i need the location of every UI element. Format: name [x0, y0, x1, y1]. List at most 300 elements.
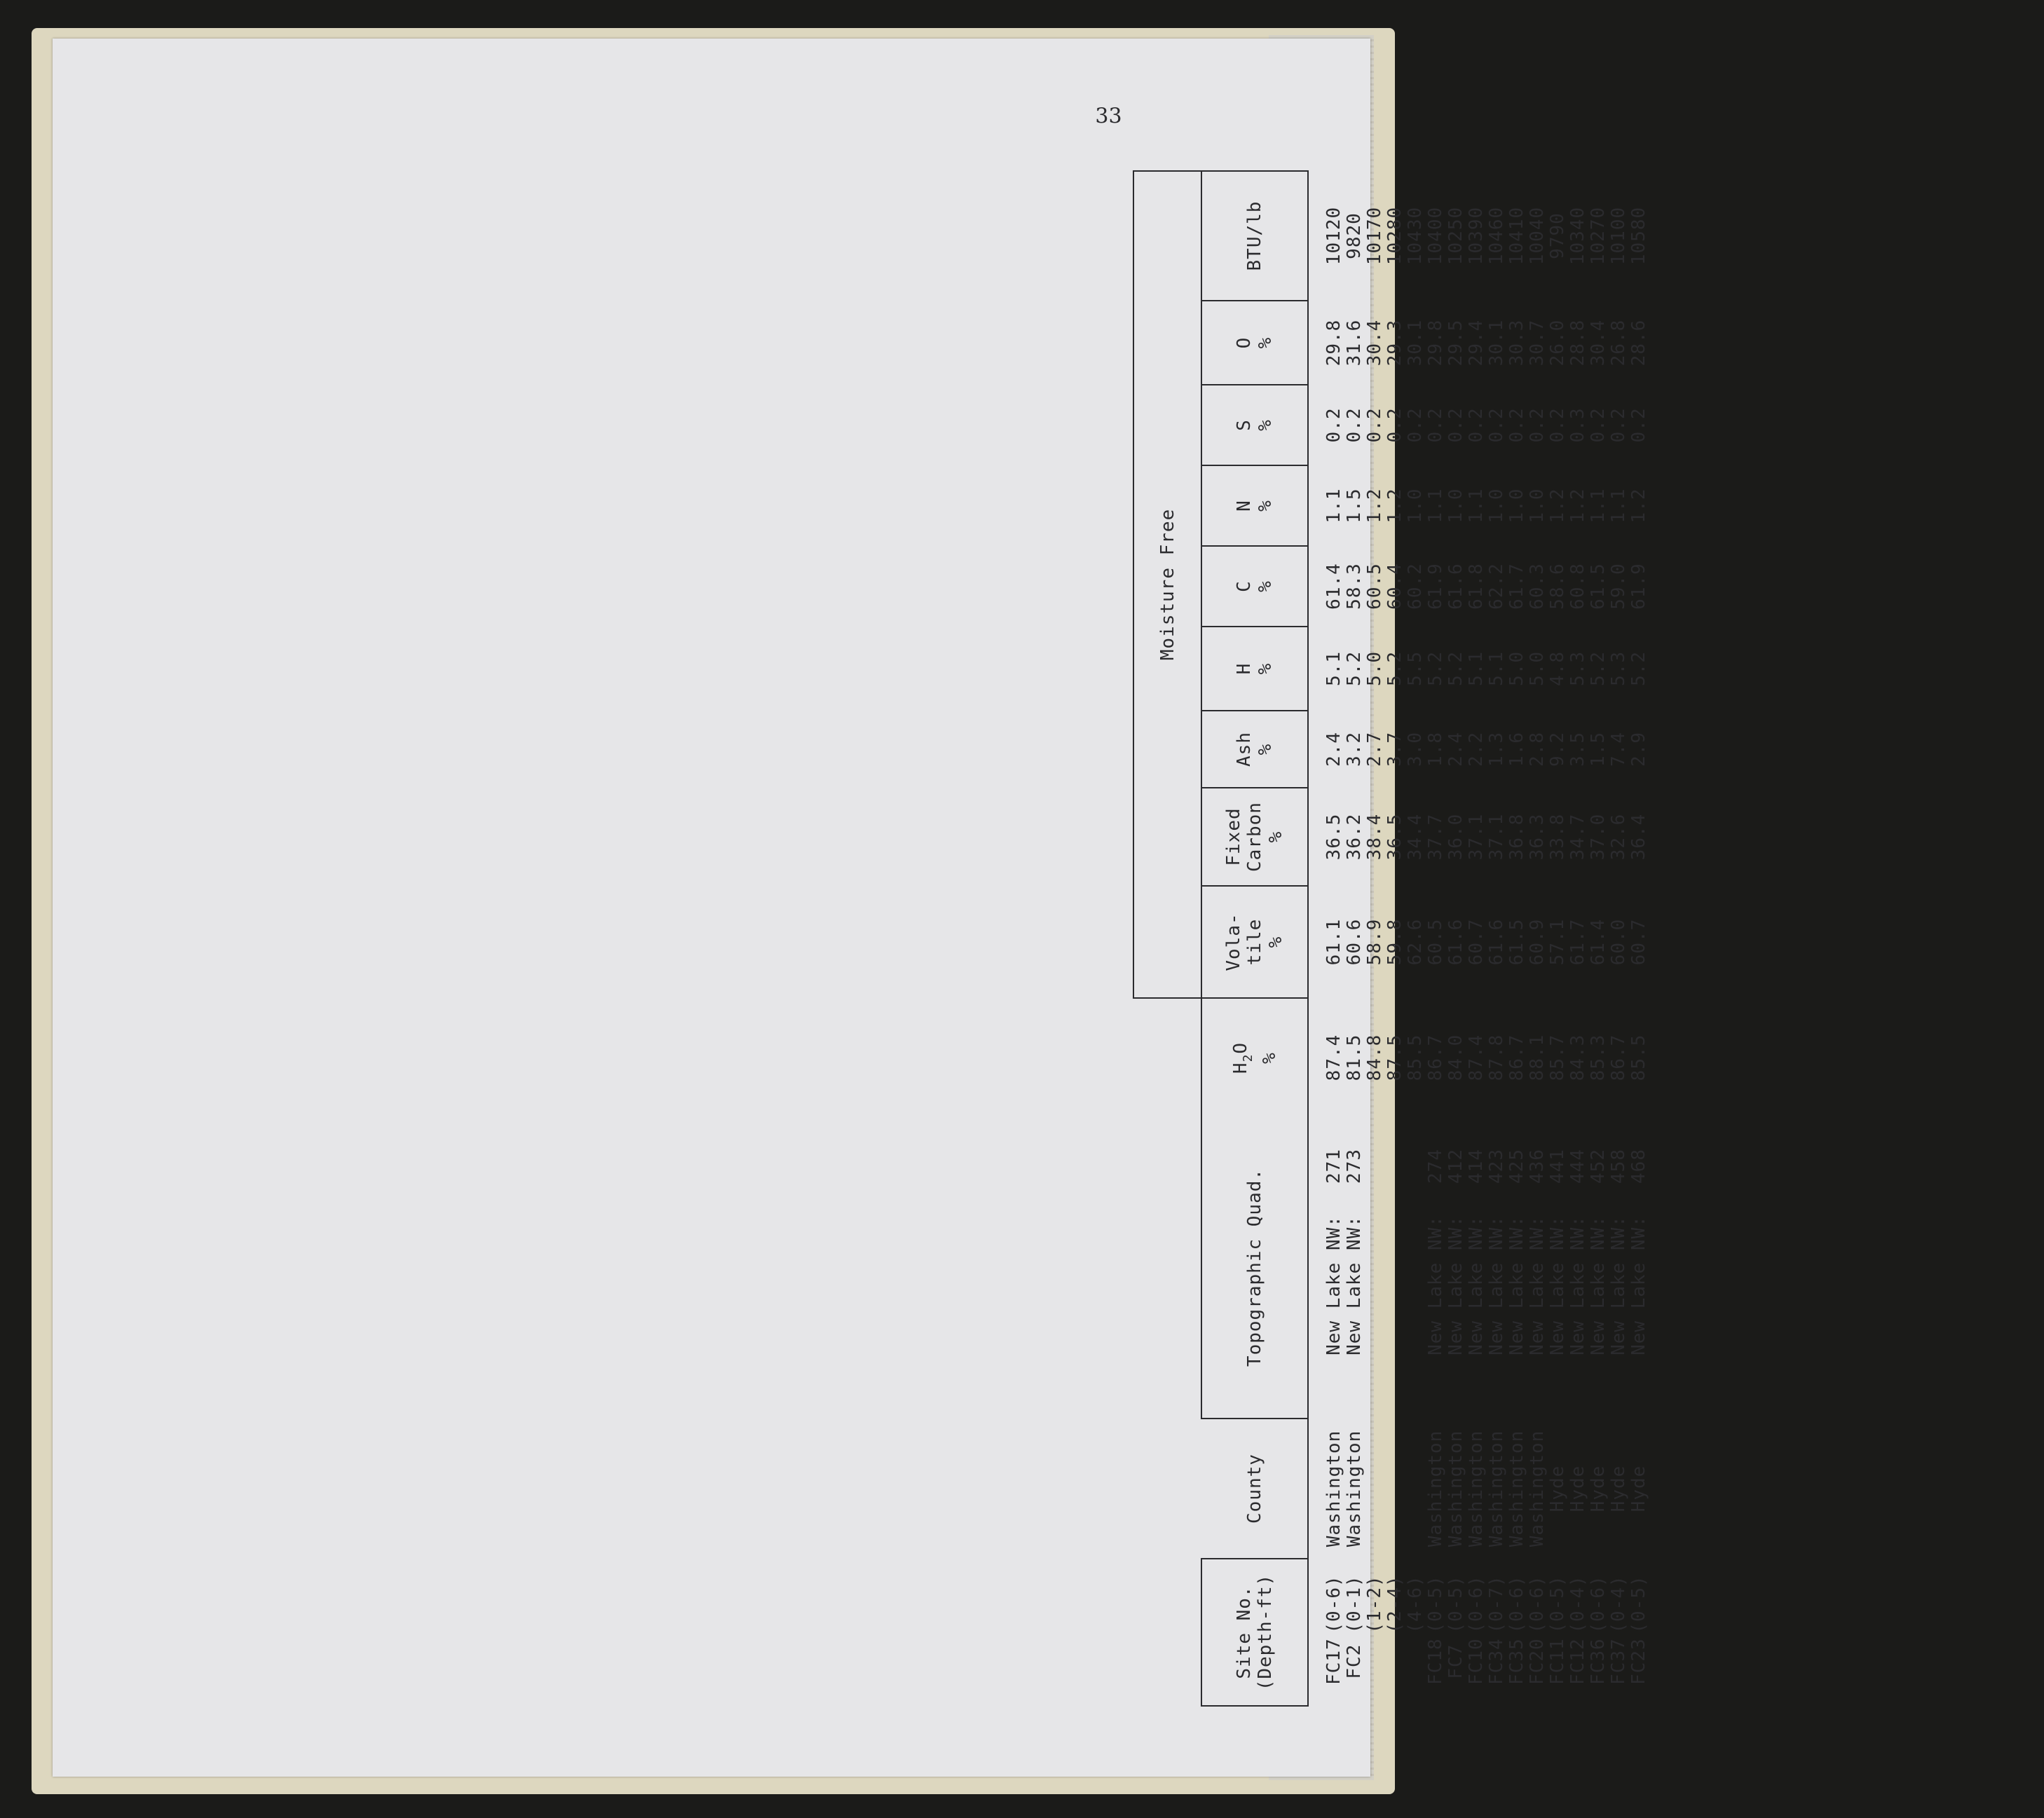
quad-name: New Lake NW: — [1608, 1215, 1629, 1355]
h2o-cell — [1548, 998, 1568, 1117]
ash-value: 2.9 — [1628, 732, 1649, 767]
h2o-value: 87.4 — [1466, 1034, 1487, 1081]
volatile-value: 61.1 — [1323, 918, 1344, 966]
ash-value: 7.4 — [1608, 732, 1629, 767]
ash-value: 1.5 — [1588, 732, 1609, 767]
h2o-value: 88.1 — [1527, 1034, 1548, 1081]
depth-range: (0-5) — [1445, 1575, 1466, 1634]
header-county: County — [1201, 1419, 1308, 1559]
n-value: 1.0 — [1445, 488, 1466, 524]
ash-cell — [1487, 711, 1507, 788]
quad-name: New Lake NW: — [1445, 1215, 1466, 1355]
n-value: 1.1 — [1466, 488, 1487, 524]
quad-cell — [1629, 1117, 1649, 1419]
o-value: 30.1 — [1405, 319, 1426, 367]
n-value: 1.0 — [1486, 488, 1507, 524]
o-cell — [1426, 301, 1446, 385]
h-value: 5.2 — [1344, 651, 1365, 686]
c-cell — [1308, 546, 1344, 627]
h2o-value: 87.5 — [1384, 1034, 1405, 1081]
o-value: 30.3 — [1506, 319, 1527, 367]
county-cell: Washington — [1425, 1430, 1446, 1547]
volatile-cell — [1426, 886, 1446, 998]
btu-cell — [1426, 171, 1446, 301]
btu-cell — [1446, 171, 1466, 301]
h2o-cell — [1308, 998, 1344, 1117]
c-cell — [1568, 546, 1588, 627]
quad-name: New Lake NW: — [1506, 1215, 1527, 1355]
o-value: 30.4 — [1364, 319, 1385, 367]
volatile-value: 60.7 — [1628, 918, 1649, 966]
fixed-carbon-value: 36.3 — [1527, 813, 1548, 861]
c-value: 61.9 — [1628, 563, 1649, 610]
n-value: 1.0 — [1527, 488, 1548, 524]
table-row — [1527, 171, 1548, 1706]
o-value: 29.8 — [1323, 319, 1344, 367]
n-cell — [1446, 465, 1466, 546]
county-cell: Washington — [1486, 1430, 1507, 1547]
c-value: 59.0 — [1608, 563, 1629, 610]
ash-cell — [1629, 711, 1649, 788]
h-value: 5.0 — [1364, 651, 1385, 686]
site-cell — [1466, 1559, 1487, 1706]
site-number: FC2 — [1344, 1643, 1365, 1679]
ash-cell — [1588, 711, 1609, 788]
volatile-value: 58.9 — [1364, 918, 1385, 966]
h-cell — [1588, 627, 1609, 711]
header-h: H % — [1201, 627, 1308, 711]
h2o-cell — [1609, 998, 1629, 1117]
n-cell — [1548, 465, 1568, 546]
c-cell — [1629, 546, 1649, 627]
h-value: 5.1 — [1466, 651, 1487, 686]
s-cell — [1426, 385, 1446, 465]
fixed-carbon-cell — [1446, 788, 1466, 886]
btu-value: 10340 — [1567, 206, 1588, 266]
o-cell — [1588, 301, 1609, 385]
ash-value: 3.2 — [1344, 732, 1365, 767]
o-cell — [1609, 301, 1629, 385]
n-value: 1.2 — [1364, 488, 1385, 524]
fixed-carbon-cell — [1426, 788, 1446, 886]
site-number: FC10 — [1466, 1638, 1487, 1685]
depth-range: (0-6) — [1506, 1575, 1527, 1634]
n-cell — [1487, 465, 1507, 546]
volatile-cell — [1548, 886, 1568, 998]
fixed-carbon-value: 36.5 — [1384, 813, 1405, 861]
depth-range: (0-5) — [1547, 1575, 1568, 1634]
h-value: 5.1 — [1486, 651, 1507, 686]
site-cell — [1446, 1559, 1466, 1706]
header-site: Site No. (Depth-ft) — [1201, 1559, 1308, 1706]
h-cell — [1308, 627, 1344, 711]
s-value: 0.2 — [1608, 407, 1629, 443]
h-cell — [1548, 627, 1568, 711]
s-value: 0.2 — [1486, 407, 1507, 443]
o-cell — [1446, 301, 1466, 385]
h-cell — [1426, 627, 1446, 711]
moisture-free-header: Moisture Free — [1133, 171, 1201, 998]
depth-range: (0-6) — [1527, 1575, 1548, 1634]
o-cell — [1487, 301, 1507, 385]
btu-cell — [1609, 171, 1629, 301]
fixed-carbon-value: 37.1 — [1466, 813, 1487, 861]
fixed-carbon-value: 36.5 — [1323, 813, 1344, 861]
table-row — [1487, 171, 1507, 1706]
ash-cell — [1568, 711, 1588, 788]
h2o-value: 85.3 — [1588, 1034, 1609, 1081]
btu-value: 10390 — [1466, 206, 1487, 266]
table-row — [1568, 171, 1588, 1706]
s-value: 0.3 — [1567, 407, 1588, 443]
h-value: 5.1 — [1323, 651, 1344, 686]
h2o-value: 84.3 — [1567, 1034, 1588, 1081]
county-cell: Washington — [1527, 1430, 1548, 1547]
volatile-value: 61.4 — [1588, 918, 1609, 966]
o-cell — [1548, 301, 1568, 385]
o-value: 26.8 — [1608, 319, 1629, 367]
quad-name: New Lake NW: — [1466, 1215, 1487, 1355]
depth-range: (0-7) — [1486, 1575, 1507, 1634]
o-cell — [1629, 301, 1649, 385]
fixed-carbon-cell — [1344, 788, 1426, 886]
s-cell — [1507, 385, 1527, 465]
c-value: 60.5 — [1364, 563, 1385, 610]
rotated-page-content — [1095, 102, 2044, 1707]
o-value: 30.4 — [1588, 319, 1609, 367]
o-value: 31.6 — [1344, 319, 1365, 367]
n-value: 1.1 — [1323, 488, 1344, 524]
c-value: 61.9 — [1425, 563, 1446, 610]
s-value: 0.2 — [1344, 407, 1365, 443]
site-cell — [1426, 1559, 1446, 1706]
fixed-carbon-value: 36.2 — [1344, 813, 1365, 861]
s-value: 0.2 — [1466, 407, 1487, 443]
table-row — [1344, 171, 1426, 1706]
county-cell: Hyde — [1608, 1465, 1629, 1512]
n-value: 1.1 — [1608, 488, 1629, 524]
h2o-cell — [1446, 998, 1466, 1117]
btu-cell — [1507, 171, 1527, 301]
header-c: C % — [1201, 546, 1308, 627]
h-cell — [1507, 627, 1527, 711]
header-h2o: $H_2O$ % — [1201, 998, 1308, 1117]
quad-number: 452 — [1588, 1149, 1609, 1184]
n-value: 1.2 — [1628, 488, 1649, 524]
volatile-cell — [1507, 886, 1527, 998]
h2o-cell — [1487, 998, 1507, 1117]
h-cell — [1629, 627, 1649, 711]
site-number: FC18 — [1425, 1638, 1446, 1685]
s-value: 0.2 — [1588, 407, 1609, 443]
btu-cell — [1466, 171, 1487, 301]
n-cell — [1308, 465, 1344, 546]
volatile-value: 62.6 — [1405, 918, 1426, 966]
fixed-carbon-cell — [1487, 788, 1507, 886]
btu-value: 10040 — [1527, 206, 1548, 266]
header-s: S % — [1201, 385, 1308, 465]
fixed-carbon-value: 36.8 — [1506, 813, 1527, 861]
header-topographic-quad: Topographic Quad. — [1201, 1117, 1308, 1419]
county-cell: Washington — [1445, 1430, 1466, 1547]
ash-value: 2.4 — [1323, 732, 1344, 767]
ash-value: 3.7 — [1384, 732, 1405, 767]
volatile-value: 59.8 — [1384, 918, 1405, 966]
h2o-value: 85.7 — [1547, 1034, 1568, 1081]
ash-value: 2.2 — [1466, 732, 1487, 767]
quad-number: 271 — [1323, 1149, 1344, 1184]
btu-cell — [1568, 171, 1588, 301]
ash-cell — [1308, 711, 1344, 788]
btu-value: 9790 — [1547, 212, 1568, 259]
btu-value: 10580 — [1628, 206, 1649, 266]
h-cell — [1344, 627, 1426, 711]
h2o-value: 86.7 — [1425, 1034, 1446, 1081]
o-value: 30.1 — [1486, 319, 1507, 367]
s-value: 0.2 — [1547, 407, 1568, 443]
quad-name: New Lake NW: — [1547, 1215, 1568, 1355]
volatile-value: 61.7 — [1567, 918, 1588, 966]
depth-range: (0-5) — [1628, 1575, 1649, 1634]
fixed-carbon-value: 36.0 — [1445, 813, 1466, 861]
volatile-value: 60.6 — [1344, 918, 1365, 966]
h-cell — [1568, 627, 1588, 711]
county-cell: Washington — [1506, 1430, 1527, 1547]
c-value: 60.2 — [1405, 563, 1426, 610]
quad-cell — [1344, 1117, 1426, 1419]
quad-number: 468 — [1628, 1149, 1649, 1184]
c-value: 61.4 — [1323, 563, 1344, 610]
c-value: 60.3 — [1527, 563, 1548, 610]
c-cell — [1426, 546, 1446, 627]
h2o-cell — [1344, 998, 1426, 1117]
fixed-carbon-value: 37.0 — [1588, 813, 1609, 861]
fixed-carbon-cell — [1548, 788, 1568, 886]
ash-value: 9.2 — [1547, 732, 1568, 767]
county-cell: Hyde — [1567, 1465, 1588, 1512]
quad-cell — [1426, 1117, 1446, 1419]
h2o-value: 86.7 — [1608, 1034, 1629, 1081]
ash-value: 1.3 — [1486, 732, 1507, 767]
h2o-cell — [1629, 998, 1649, 1117]
site-cell — [1527, 1559, 1548, 1706]
site-cell — [1487, 1559, 1507, 1706]
n-cell — [1507, 465, 1527, 546]
quad-name: New Lake NW: — [1425, 1215, 1446, 1355]
depth-range: (0-4) — [1567, 1575, 1588, 1634]
fixed-carbon-cell — [1527, 788, 1548, 886]
s-value: 0.2 — [1527, 407, 1548, 443]
h2o-cell — [1588, 998, 1609, 1117]
h2o-value: 84.8 — [1364, 1034, 1385, 1081]
quad-cell — [1487, 1117, 1507, 1419]
h2o-value: 87.8 — [1486, 1034, 1507, 1081]
s-cell — [1527, 385, 1548, 465]
quad-number: 441 — [1547, 1149, 1568, 1184]
quad-name: New Lake NW: — [1486, 1215, 1507, 1355]
site-cell — [1588, 1559, 1609, 1706]
btu-value: 10430 — [1405, 206, 1426, 266]
ash-cell — [1344, 711, 1426, 788]
n-cell — [1588, 465, 1609, 546]
h2o-value: 81.5 — [1344, 1034, 1365, 1081]
n-value: 1.0 — [1506, 488, 1527, 524]
o-value: 26.0 — [1547, 319, 1568, 367]
s-cell — [1629, 385, 1649, 465]
quad-number: 436 — [1527, 1149, 1548, 1184]
btu-value: 10460 — [1486, 206, 1507, 266]
ash-cell — [1527, 711, 1548, 788]
header-volatile: Vola- tile % — [1201, 886, 1308, 998]
quad-number: 444 — [1567, 1149, 1588, 1184]
site-cell — [1629, 1559, 1649, 1706]
o-cell — [1507, 301, 1527, 385]
c-value: 61.5 — [1588, 563, 1609, 610]
h2o-cell — [1466, 998, 1487, 1117]
quad-name: New Lake NW: — [1323, 1215, 1344, 1355]
table-row — [1548, 171, 1568, 1706]
site-cell — [1507, 1559, 1527, 1706]
ash-cell — [1548, 711, 1568, 788]
depth-range: (2-4) — [1384, 1575, 1405, 1634]
btu-cell — [1527, 171, 1548, 301]
quad-number: 425 — [1506, 1149, 1527, 1184]
n-value: 1.1 — [1425, 488, 1446, 524]
s-cell — [1487, 385, 1507, 465]
site-number: FC7 — [1445, 1643, 1466, 1679]
site-number: FC11 — [1547, 1638, 1568, 1685]
site-number: FC37 — [1608, 1638, 1629, 1685]
depth-range: (4-6) — [1405, 1575, 1426, 1634]
h-value: 4.8 — [1547, 651, 1568, 686]
ash-value: 1.6 — [1506, 732, 1527, 767]
o-cell — [1466, 301, 1487, 385]
h-cell — [1466, 627, 1487, 711]
volatile-value: 61.5 — [1506, 918, 1527, 966]
county-cell: Hyde — [1628, 1465, 1649, 1512]
volatile-cell — [1446, 886, 1466, 998]
btu-value: 10120 — [1323, 206, 1344, 266]
depth-range: (0-4) — [1608, 1575, 1629, 1634]
fixed-carbon-value: 38.4 — [1364, 813, 1385, 861]
c-cell — [1466, 546, 1487, 627]
h-value: 5.2 — [1425, 651, 1446, 686]
volatile-value: 61.6 — [1445, 918, 1466, 966]
table-row — [1308, 171, 1344, 1706]
h-value: 5.3 — [1567, 651, 1588, 686]
c-value: 61.6 — [1445, 563, 1466, 610]
header-fixed-carbon: Fixed Carbon % — [1201, 788, 1308, 886]
n-cell — [1527, 465, 1548, 546]
s-cell — [1588, 385, 1609, 465]
h-value: 5.0 — [1527, 651, 1548, 686]
h2o-value: 85.5 — [1405, 1034, 1426, 1081]
btu-cell — [1588, 171, 1609, 301]
n-value: 1.0 — [1405, 488, 1426, 524]
c-cell — [1344, 546, 1426, 627]
quad-cell — [1588, 1117, 1609, 1419]
site-number: FC34 — [1486, 1638, 1507, 1685]
o-cell — [1308, 301, 1344, 385]
o-value: 29.8 — [1425, 319, 1446, 367]
h-value: 5.2 — [1384, 651, 1405, 686]
s-cell — [1548, 385, 1568, 465]
volatile-cell — [1568, 886, 1588, 998]
fixed-carbon-value: 34.4 — [1405, 813, 1426, 861]
fixed-carbon-value: 33.8 — [1547, 813, 1568, 861]
n-cell — [1629, 465, 1649, 546]
c-value: 58.6 — [1547, 563, 1568, 610]
page-number: 33 — [1095, 104, 1122, 129]
o-value: 28.6 — [1628, 319, 1649, 367]
btu-value: 10410 — [1506, 206, 1527, 266]
fixed-carbon-value: 32.6 — [1608, 813, 1629, 861]
table-row — [1507, 171, 1527, 1706]
table-row — [1466, 171, 1487, 1706]
site-number: FC12 — [1567, 1638, 1588, 1685]
o-value: 30.7 — [1527, 319, 1548, 367]
n-cell — [1426, 465, 1446, 546]
depth-range: (0-6) — [1588, 1575, 1609, 1634]
county-cell: Hyde — [1547, 1465, 1568, 1512]
s-value: 0.2 — [1364, 407, 1385, 443]
btu-value: 10100 — [1608, 206, 1629, 266]
n-value: 1.5 — [1344, 488, 1365, 524]
s-value: 0.2 — [1323, 407, 1344, 443]
depth-range: (0-6) — [1466, 1575, 1487, 1634]
fixed-carbon-value: 37.7 — [1425, 813, 1446, 861]
quad-number: 412 — [1445, 1149, 1466, 1184]
btu-value: 10250 — [1445, 206, 1466, 266]
o-value: 29.3 — [1384, 319, 1405, 367]
quad-name: New Lake NW: — [1588, 1215, 1609, 1355]
n-cell — [1609, 465, 1629, 546]
h2o-value: 87.4 — [1323, 1034, 1344, 1081]
c-cell — [1487, 546, 1507, 627]
h-value: 5.2 — [1445, 651, 1466, 686]
volatile-value: 60.0 — [1608, 918, 1629, 966]
volatile-value: 60.5 — [1425, 918, 1446, 966]
quad-cell — [1527, 1117, 1548, 1419]
volatile-cell — [1487, 886, 1507, 998]
quad-name: New Lake NW: — [1527, 1215, 1548, 1355]
quad-cell — [1507, 1117, 1527, 1419]
county-cell: Washington — [1466, 1430, 1487, 1547]
quad-name: New Lake NW: — [1567, 1215, 1588, 1355]
volatile-cell — [1344, 886, 1426, 998]
county-cell: Hyde — [1588, 1465, 1609, 1512]
quad-cell — [1609, 1117, 1629, 1419]
volatile-cell — [1308, 886, 1344, 998]
h2o-cell — [1527, 998, 1548, 1117]
fixed-carbon-value: 37.1 — [1486, 813, 1507, 861]
btu-cell — [1629, 171, 1649, 301]
ash-cell — [1507, 711, 1527, 788]
o-value: 29.5 — [1445, 319, 1466, 367]
c-value: 60.8 — [1567, 563, 1588, 610]
site-number: FC36 — [1588, 1638, 1609, 1685]
s-cell — [1609, 385, 1629, 465]
h2o-cell — [1507, 998, 1527, 1117]
h-cell — [1487, 627, 1507, 711]
ash-cell — [1446, 711, 1466, 788]
volatile-value: 60.7 — [1466, 918, 1487, 966]
s-cell — [1308, 385, 1344, 465]
site-cell — [1568, 1559, 1588, 1706]
s-value: 0.2 — [1384, 407, 1405, 443]
volatile-value: 61.6 — [1486, 918, 1507, 966]
s-value: 0.2 — [1628, 407, 1649, 443]
